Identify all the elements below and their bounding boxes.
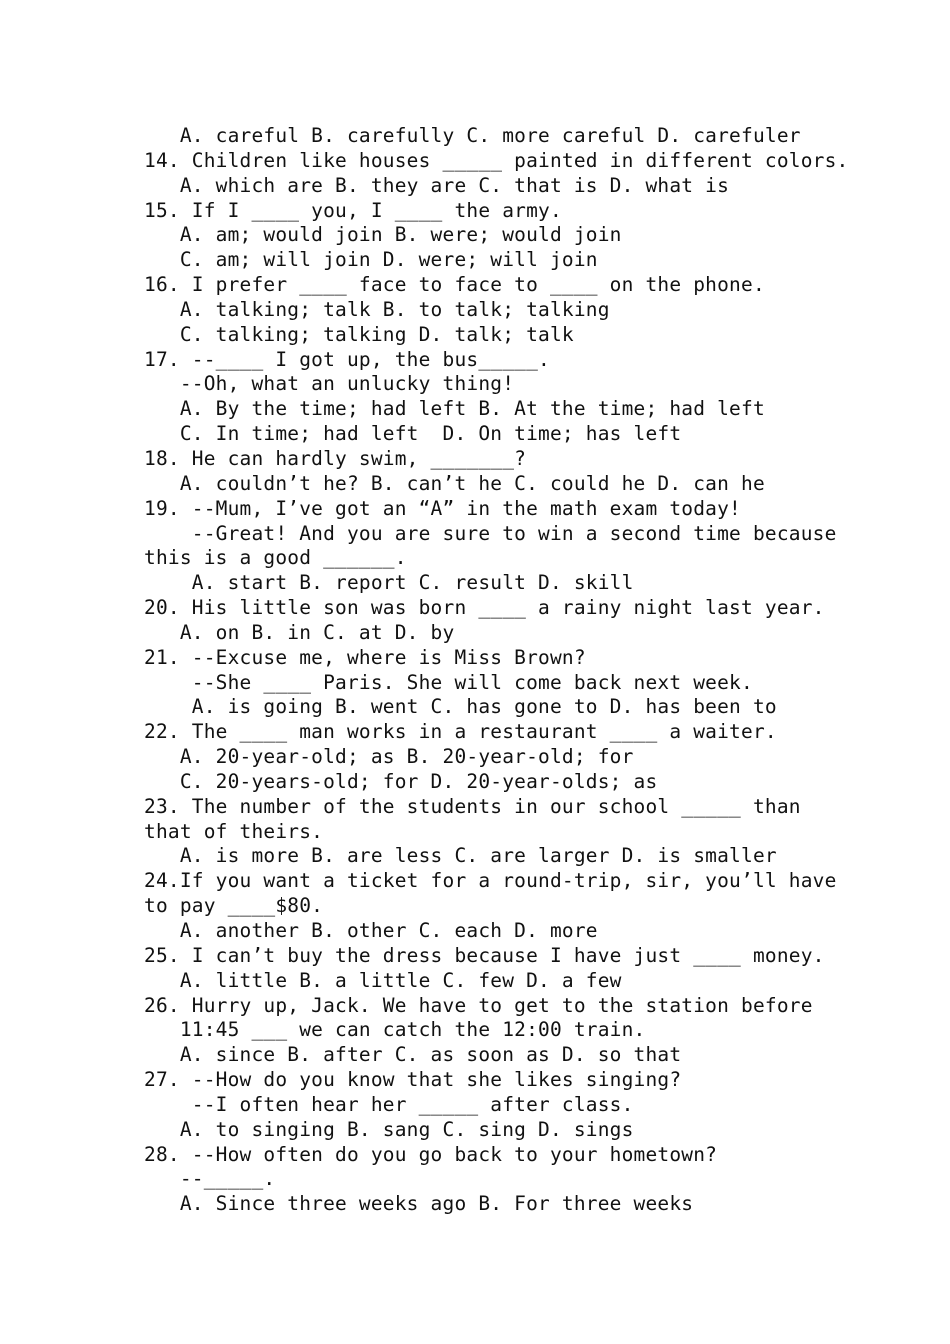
- question-line: 25. I can’t buy the dress because I have just ____ money.: [144, 943, 825, 967]
- question-line: --_____.: [144, 1167, 276, 1191]
- question-line: 27. --How do you know that she likes singing?: [144, 1068, 682, 1092]
- question-line: A. Since three weeks ago B. For three weeks: [144, 1192, 694, 1216]
- question-line: that of theirs.: [144, 819, 324, 843]
- question-line: A. talking; talk B. to talk; talking: [144, 297, 610, 321]
- question-line: A. which are B. they are C. that is D. what is: [144, 173, 730, 197]
- question-line: 26. Hurry up, Jack. We have to get to the station before: [144, 993, 813, 1017]
- question-line: A. start B. report C. result D. skill: [144, 571, 634, 595]
- question-line: --Oh, what an unlucky thing!: [144, 372, 515, 396]
- question-line: C. In time; had left D. On time; has left: [144, 422, 682, 446]
- question-line: 14. Children like houses _____ painted in different colors.: [144, 148, 849, 172]
- question-line: C. 20-years-old; for D. 20-year-olds; as: [144, 769, 658, 793]
- question-line: 23. The number of the students in our school _____ than: [144, 794, 801, 818]
- question-line: 21. --Excuse me, where is Miss Brown?: [144, 645, 586, 669]
- question-line: this is a good ______.: [144, 546, 407, 570]
- question-line: --She ____ Paris. She will come back next week.: [144, 670, 753, 694]
- question-line: A. am; would join B. were; would join: [144, 223, 622, 247]
- question-line: 22. The ____ man works in a restaurant ____ a waiter.: [144, 720, 777, 744]
- question-line: C. am; will join D. were; will join: [144, 248, 598, 272]
- question-line: 16. I prefer ____ face to face to ____ on the phone.: [144, 273, 765, 297]
- question-line: 28. --How often do you go back to your hometown?: [144, 1142, 718, 1166]
- question-line: to pay ____$80.: [144, 894, 324, 918]
- question-line: 11:45 ___ we can catch the 12:00 train.: [144, 1018, 646, 1042]
- question-line: A. on B. in C. at D. by: [144, 620, 455, 644]
- question-line: 24.If you want a ticket for a round-trip, sir, you’ll have: [144, 869, 837, 893]
- question-line: --Great! And you are sure to win a second time because: [144, 521, 837, 545]
- question-line: --I often hear her _____ after class.: [144, 1092, 634, 1116]
- question-line: 20. His little son was born ____ a rainy night last year.: [144, 596, 825, 620]
- question-line: A. since B. after C. as soon as D. so that: [144, 1043, 682, 1067]
- question-line: 19. --Mum, I’ve got an “A” in the math exam today!: [144, 496, 741, 520]
- question-line: A. couldn’t he? B. can’t he C. could he D. can he: [144, 471, 765, 495]
- question-line: A. to singing B. sang C. sing D. sings: [144, 1117, 634, 1141]
- question-line: 18. He can hardly swim, _______?: [144, 446, 527, 470]
- question-line: A. is going B. went C. has gone to D. has been to: [144, 695, 777, 719]
- question-line: A. By the time; had left B. At the time; had left: [144, 397, 765, 421]
- question-line: 15. If I ____ you, I ____ the army.: [144, 198, 562, 222]
- question-line: A. another B. other C. each D. more: [144, 919, 598, 942]
- question-line: 17. --____ I got up, the bus_____.: [144, 347, 550, 371]
- question-line: A. is more B. are less C. are larger D. is smaller: [144, 844, 777, 868]
- question-line: C. talking; talking D. talk; talk: [144, 322, 574, 346]
- question-line: A. careful B. carefully C. more careful D. carefuler: [144, 124, 801, 147]
- exam-questions: [144, 124, 849, 1217]
- question-line: A. 20-year-old; as B. 20-year-old; for: [144, 745, 634, 769]
- question-line: A. little B. a little C. few D. a few: [144, 968, 622, 992]
